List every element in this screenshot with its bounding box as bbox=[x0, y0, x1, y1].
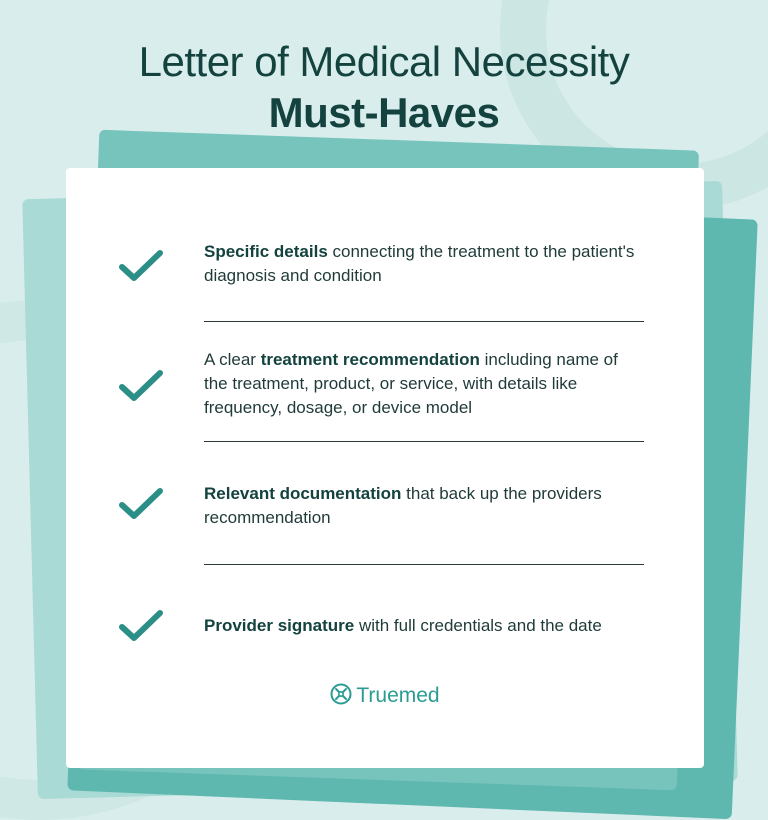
checklist-item-highlight: Provider signature bbox=[204, 616, 355, 635]
checkmark-icon bbox=[118, 608, 164, 644]
divider bbox=[204, 564, 644, 565]
checklist-item-text: Specific details connecting the treatment to the patient's diagnosis and condition bbox=[204, 242, 635, 285]
checklist-item-highlight: Specific details bbox=[204, 242, 328, 261]
header bbox=[0, 36, 768, 138]
truemed-logo-icon bbox=[330, 683, 352, 711]
checklist-item-text: Relevant documentation that back up the providers recommendation bbox=[204, 484, 602, 527]
checkmark-icon bbox=[118, 368, 164, 404]
brand-name: Truemed bbox=[356, 684, 440, 707]
checklist-item-text: Provider signature with full credentials and the date bbox=[204, 616, 602, 635]
checkmark-icon bbox=[118, 486, 164, 522]
checklist-item-highlight: treatment recommendation bbox=[260, 350, 480, 369]
title-line-2: Must-Haves bbox=[268, 89, 500, 136]
brand-footer bbox=[66, 683, 704, 711]
title-line-1: Letter of Medical Necessity bbox=[138, 38, 630, 85]
divider bbox=[204, 441, 644, 442]
checkmark-icon bbox=[118, 248, 164, 284]
checklist-item-highlight: Relevant documentation bbox=[204, 484, 402, 503]
checklist-card bbox=[66, 168, 704, 768]
divider bbox=[204, 321, 644, 322]
checklist-item-text: A clear treatment recommendation including name of the treatment, product, or service, with details like frequency, dosage, or device model bbox=[204, 350, 618, 417]
